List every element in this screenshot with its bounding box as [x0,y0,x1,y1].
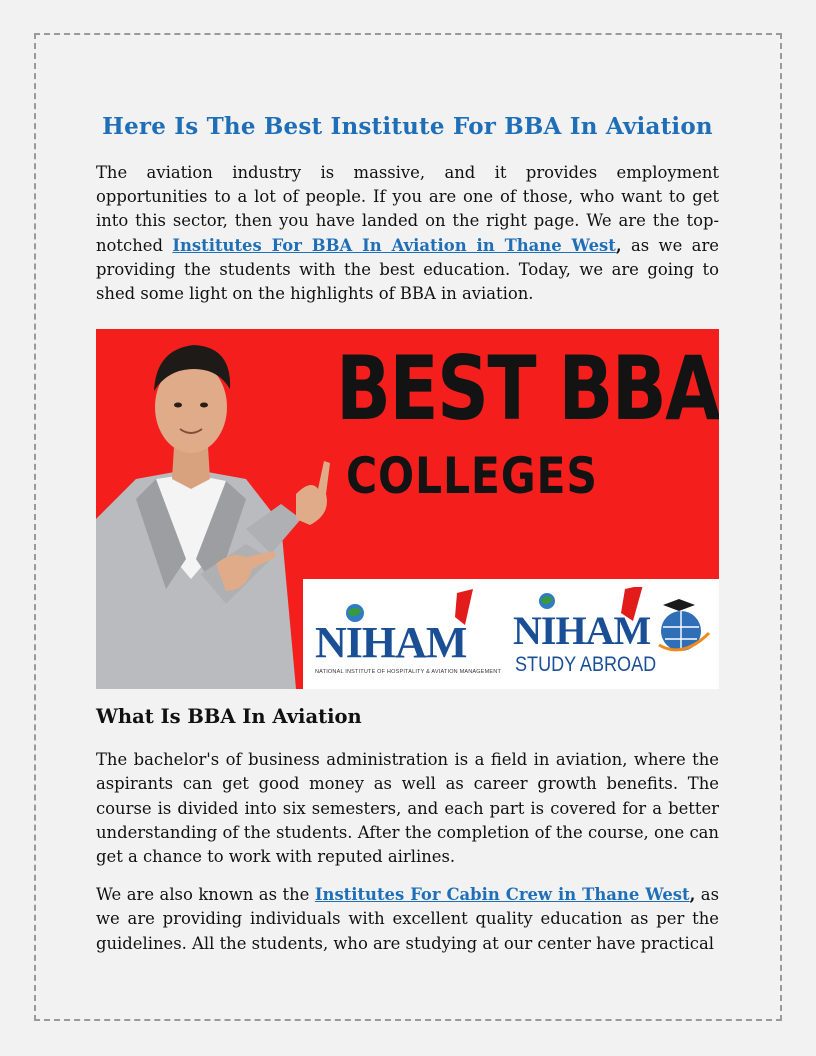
study-abroad-tagline: STUDY ABROAD [515,653,657,677]
niham-logo-name: NIHAM [315,618,467,668]
para2-text-after: as we are providing individuals with excellent quality education as per the guidelines. All the students, who are studying at our center have practical [96,885,719,953]
niham-logo [315,587,502,683]
banner-headline: BEST BBA [336,337,719,441]
intro-paragraph [96,161,719,306]
logo-panel [303,579,719,689]
para2-text-before: We are also known as the [96,885,315,905]
niham-study-abroad-name: NIHAM [513,608,651,654]
intro-text-before: The aviation industry is massive, and it provides employment opportunities to a lot of people. If you are one of those, who want to get into this sector, then you have landed on the right page. We are the top-notched [96,163,719,255]
banner-image [96,329,719,689]
document-body [96,113,719,956]
niham-study-abroad-logo [513,587,713,683]
intro-text-after: as we are providing the students with the best education. Today, we are going to shed some light on the highlights of BBA in aviation. [96,235,719,304]
intro-comma: , [615,235,622,255]
para2-comma: , [689,885,696,905]
section-heading: What Is BBA In Aviation [96,705,362,729]
cabin-crew-paragraph [96,883,719,956]
page-title: Here Is The Best Institute For BBA In Aviation [102,113,713,140]
banner-subline: COLLEGES [346,447,598,506]
bba-aviation-link[interactable]: Institutes For BBA In Aviation in Thane West [172,235,616,255]
bba-description-paragraph: The bachelor's of business administration is a field in aviation, where the aspirants can get good money as well as career growth benefits. The course is divided into six semesters, and each part is covered for a better understanding of the students. After the completion of the course, one can get a chance to work with reputed airlines. [96,750,719,867]
cabin-crew-link[interactable]: Institutes For Cabin Crew in Thane West [314,885,690,905]
niham-logo-tagline: NATIONAL INSTITUTE OF HOSPITALITY & AVIATION MANAGEMENT [315,669,502,676]
